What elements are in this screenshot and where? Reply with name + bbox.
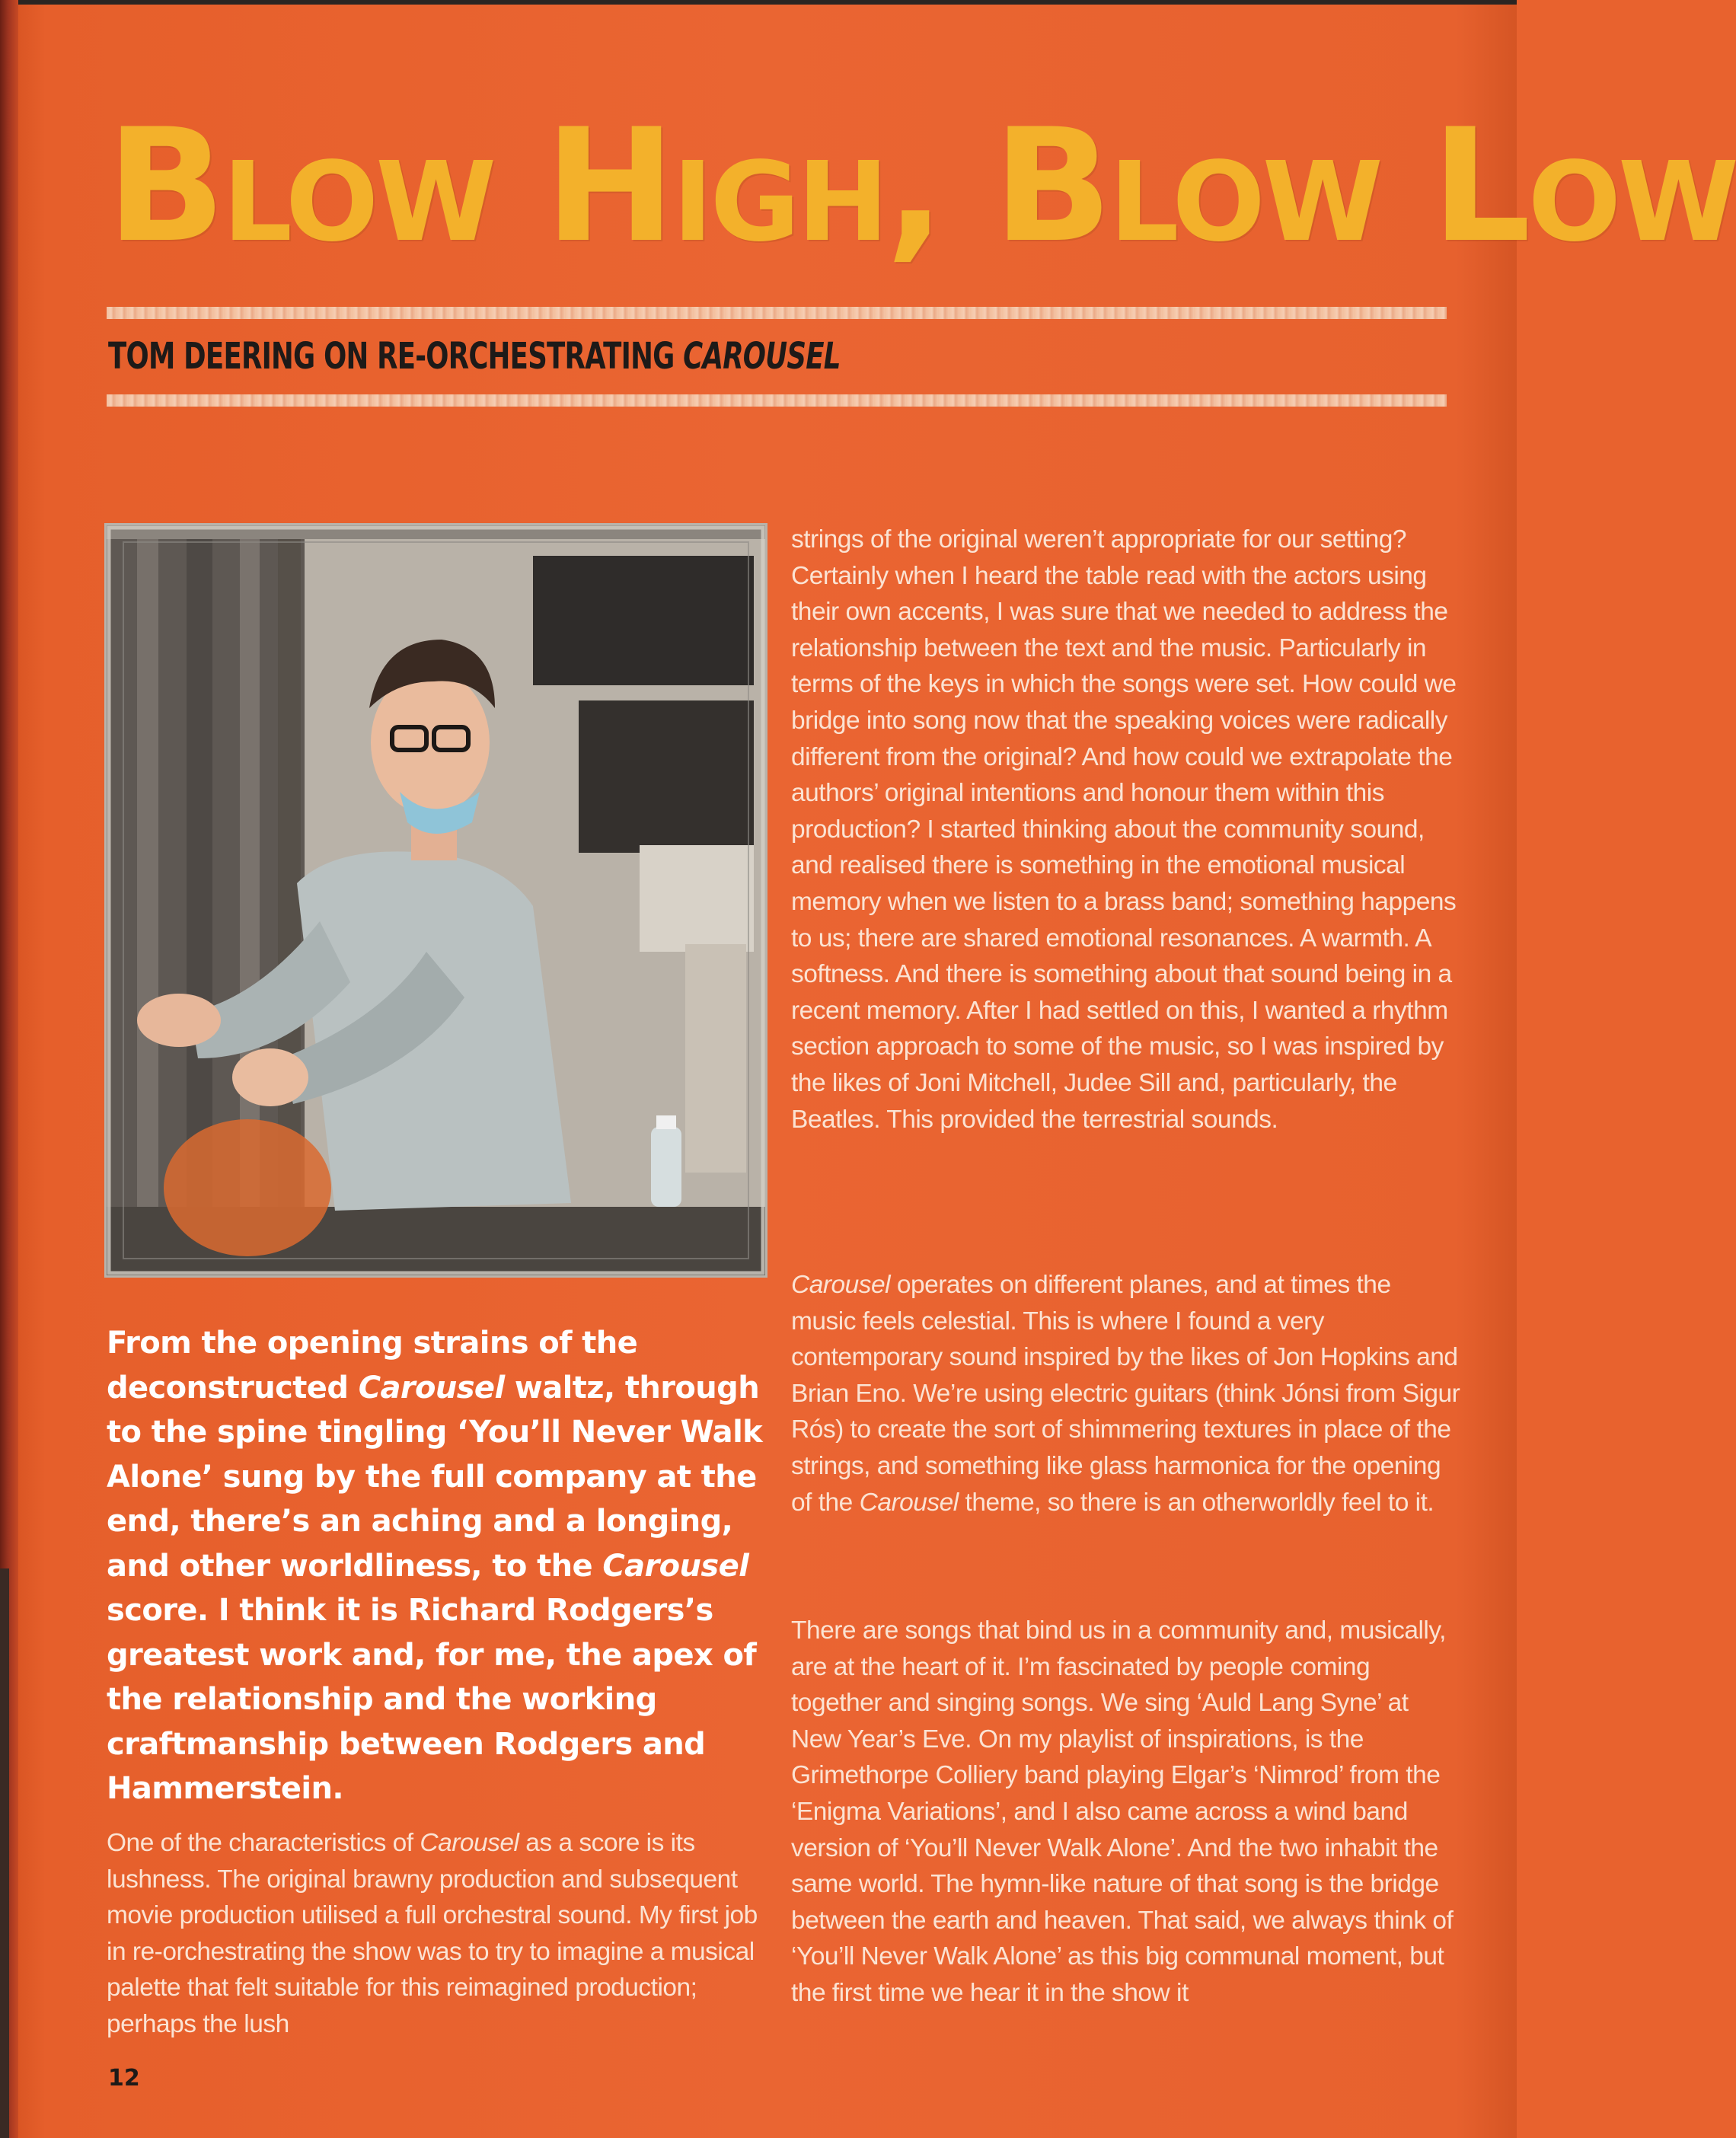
binding-edge <box>0 0 18 2138</box>
article-subtitle <box>108 329 841 384</box>
left-body-text-2: as a score is its lushness. The original brawny production and subsequent movie production utilised a full orchestral sound. My first job in re-orchestrating the show was to try to imagine a musical palette that felt suitable for this reimagined production; perhaps the lush <box>107 1829 758 2038</box>
right-body-show-title-2: Carousel <box>859 1488 959 1517</box>
lead-text-1: From the opening strains of the deconstructed <box>107 1326 638 1406</box>
rehearsal-photo <box>107 525 765 1275</box>
lead-text-2: waltz, through to the spine tingling ‘You’ll Never Walk Alone’ sung by the full company at the end, there’s an aching and a longing, and other worldliness, to the <box>107 1370 763 1584</box>
binding-shadow <box>0 1568 9 2138</box>
lead-text-3: score. I think it is Richard Rodgers’s greatest work and, for me, the apex of the relationship and the working craftmanship between Rodgers and Hammerstein. <box>107 1593 757 1806</box>
page-top-edge <box>0 0 1517 5</box>
left-body-text-1: One of the characteristics of <box>107 1829 420 1857</box>
headline-rule-top <box>107 307 1447 319</box>
photo-illustration <box>107 525 765 1275</box>
page-number: 12 <box>108 2065 140 2092</box>
body-paragraph-right-3: There are songs that bind us in a community and, musically, are at the heart of it. I’m fascinated by people coming together and singing songs. We sing ‘Auld Lang Syne’ at New Year’s Eve. On my playlist of inspirations, is the Grimethorpe Colliery band playing Elgar’s ‘Nimrod’ from the ‘Enigma Variations’, and I also came across a wind band version of ‘You’ll Never Walk Alone’. And the two inhabit the same world. The hymn-like nature of that song is the bridge between the earth and heaven. That said, we always think of ‘You’ll Never Walk Alone’ as this big communal moment, but the first time we hear it in the show it <box>791 1616 1454 2007</box>
subtitle-show-title: CAROUSEL <box>683 335 841 378</box>
subtitle-text: TOM DEERING ON RE-ORCHESTRATING <box>108 335 684 378</box>
article-headline: Blow High, Blow Low <box>107 96 1736 277</box>
lead-show-title-2: Carousel <box>602 1548 749 1584</box>
right-body-show-title-1: Carousel <box>791 1271 891 1299</box>
right-body-text-1: operates on different planes, and at times the music feels celestial. This is where I found a very contemporary sound inspired by the likes of Jon Hopkins and Brian Eno. We’re using electric guitars (think Jónsi from Sigur Rós) to create the sort of shimmering textures in place of the strings, and something like glass harmonica for the opening of the <box>791 1271 1460 1517</box>
headline-rule-bottom <box>107 394 1447 407</box>
lead-show-title-1: Carousel <box>358 1370 505 1406</box>
lead-paragraph <box>107 1321 769 1811</box>
body-paragraph-right-1: strings of the original weren’t appropriate for our setting? Certainly when I heard the table read with the actors using their own accents, I was sure that we needed to address the relationship between the text and the music. Particularly in terms of the keys in which the songs were set. How could we bridge into song now that the speaking voices were radically different from the original? And how could we extrapolate the authors’ original intentions and honour them within this production? I started thinking about the community sound, and realised there is something in the emotional musical memory when we listen to a brass band; something happens to us; there are shared emotional resonances. A warmth. A softness. And there is something about that sound being in a recent memory. After I had settled on this, I wanted a rhythm section approach to some of the music, so I was inspired by the likes of Joni Mitchell, Judee Sill and, particularly, the Beatles. This provided the terrestrial sounds. <box>791 525 1457 1134</box>
right-body-text-2: theme, so there is an otherworldly feel to it. <box>958 1488 1434 1517</box>
left-body-show-title: Carousel <box>420 1829 519 1857</box>
body-paragraph-right-2 <box>791 1267 1461 1521</box>
body-paragraph-left <box>107 1825 769 2043</box>
